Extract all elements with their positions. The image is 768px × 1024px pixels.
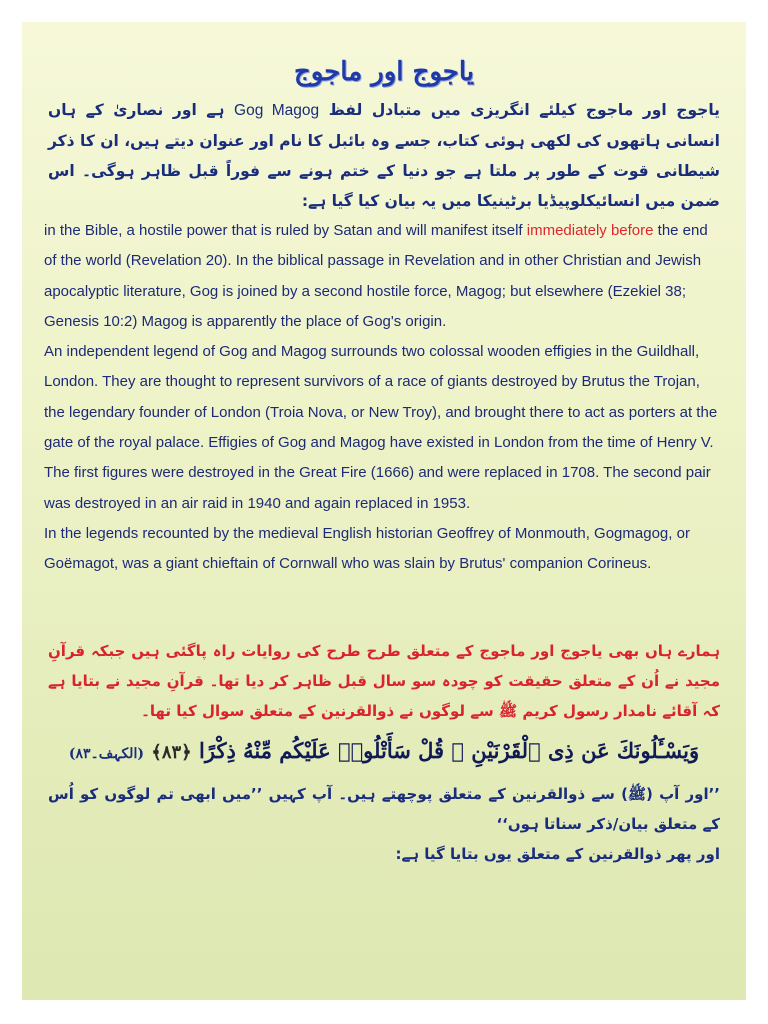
english-paragraph-3: In the legends recounted by the medieval English historian Geoffrey of Monmouth, Gogmagog, or Goëmagot, was a giant chieftain of Cornwall who was slain by Brutus' companion Corineus. bbox=[44, 524, 690, 573]
ayah-reference: (الکہف۔٨٣) bbox=[68, 745, 144, 762]
quran-ayah bbox=[48, 734, 720, 771]
urdu-intro-part1: یاجوج اور ماجوج کیلئے انگریزی میں متبادل لفظ bbox=[328, 101, 720, 119]
gog-magog-term: Gog Magog bbox=[234, 102, 320, 119]
urdu-intro-part2: ہے اور نصاریٰ کے ہاں انسانی ہاتھوں کی لکھی ہوئی کتاب، جسے وہ بائبل کا نام اور عنوان دیتے ہیں، ان کا ذکر شیطانی قوت کے طور پر ملتا ہے جو دنیا کے ختم ہونے سے فوراً قبل ظاہر ہوگی۔ اس ضمن میں انسائیکلوپیڈیا برٹینیکا میں یہ بیان کیا گیا ہے: bbox=[48, 101, 720, 210]
urdu-intro-paragraph bbox=[48, 95, 720, 216]
urdu-translation: ’’اور آپ (ﷺ) سے ذوالقرنین کے متعلق پوچھتے ہیں۔ آپ کہیں ’’میں ابھی تم لوگوں کو اُس کے متعلق بیان/ذکر سناتا ہوں‘‘ bbox=[48, 784, 720, 833]
p1-text-start: in the Bible, a hostile power that is ruled by Satan and will manifest itself bbox=[44, 222, 527, 239]
ayah-text: وَيَسْـَٔلُونَكَ عَن ذِى ٱلْقَرْنَيْنِ ۖ قُلْ سَأَتْلُوا۟ عَلَيْكُم مِّنْهُ ذِكْرًا bbox=[199, 737, 700, 763]
urdu-closing: اور پھر ذوالقرنین کے متعلق یوں بتایا گیا ہے: bbox=[395, 844, 720, 863]
document-page bbox=[22, 22, 746, 1000]
page-title: یاجوج اور ماجوج bbox=[293, 57, 475, 87]
english-quote bbox=[44, 216, 724, 580]
english-paragraph-1 bbox=[44, 216, 724, 337]
p1-highlight: immediately before bbox=[526, 222, 654, 239]
p1-text-end: the end of the world (Revelation 20). In the biblical passage in Revelation and in other Christian and Jewish apocalyptic literature, Gog is joined by a second hostile force, Magog; but elsewhere (Ezekiel 38; Genesis 10:2) Magog is apparently the place of Gog's origin. bbox=[44, 222, 708, 330]
urdu-red-paragraph: ہمارے ہاں بھی یاجوج اور ماجوج کے متعلق طرح طرح کی روایات راہ پاگئی ہیں جبکہ قرآنِ مجید نے اُن کے متعلق حقیقت کو چودہ سو سال قبل ظاہر کر دیا تھا۔ قرآنِ مجید نے بتایا ہے کہ آقائے نامدار رسول کریم ﷺ سے لوگوں نے ذوالقرنین کے متعلق سوال کیا تھا۔ bbox=[48, 641, 720, 720]
ayah-number: ﴿٨٣﴾ bbox=[151, 741, 192, 763]
english-paragraph-2: An independent legend of Gog and Magog surrounds two colossal wooden effigies in the Guildhall, London. They are thought to represent survivors of a race of giants destroyed by Brutus the Trojan, the legendary founder of London (Troia Nova, or New Troy), and brought there to act as porters at the gate of the royal palace. Effigies of Gog and Magog have existed in London from the time of Henry V. The first figures were destroyed in the Great Fire (1666) and were replaced in 1708. The second pair was destroyed in an air raid in 1940 and again replaced in 1953. bbox=[44, 343, 718, 512]
